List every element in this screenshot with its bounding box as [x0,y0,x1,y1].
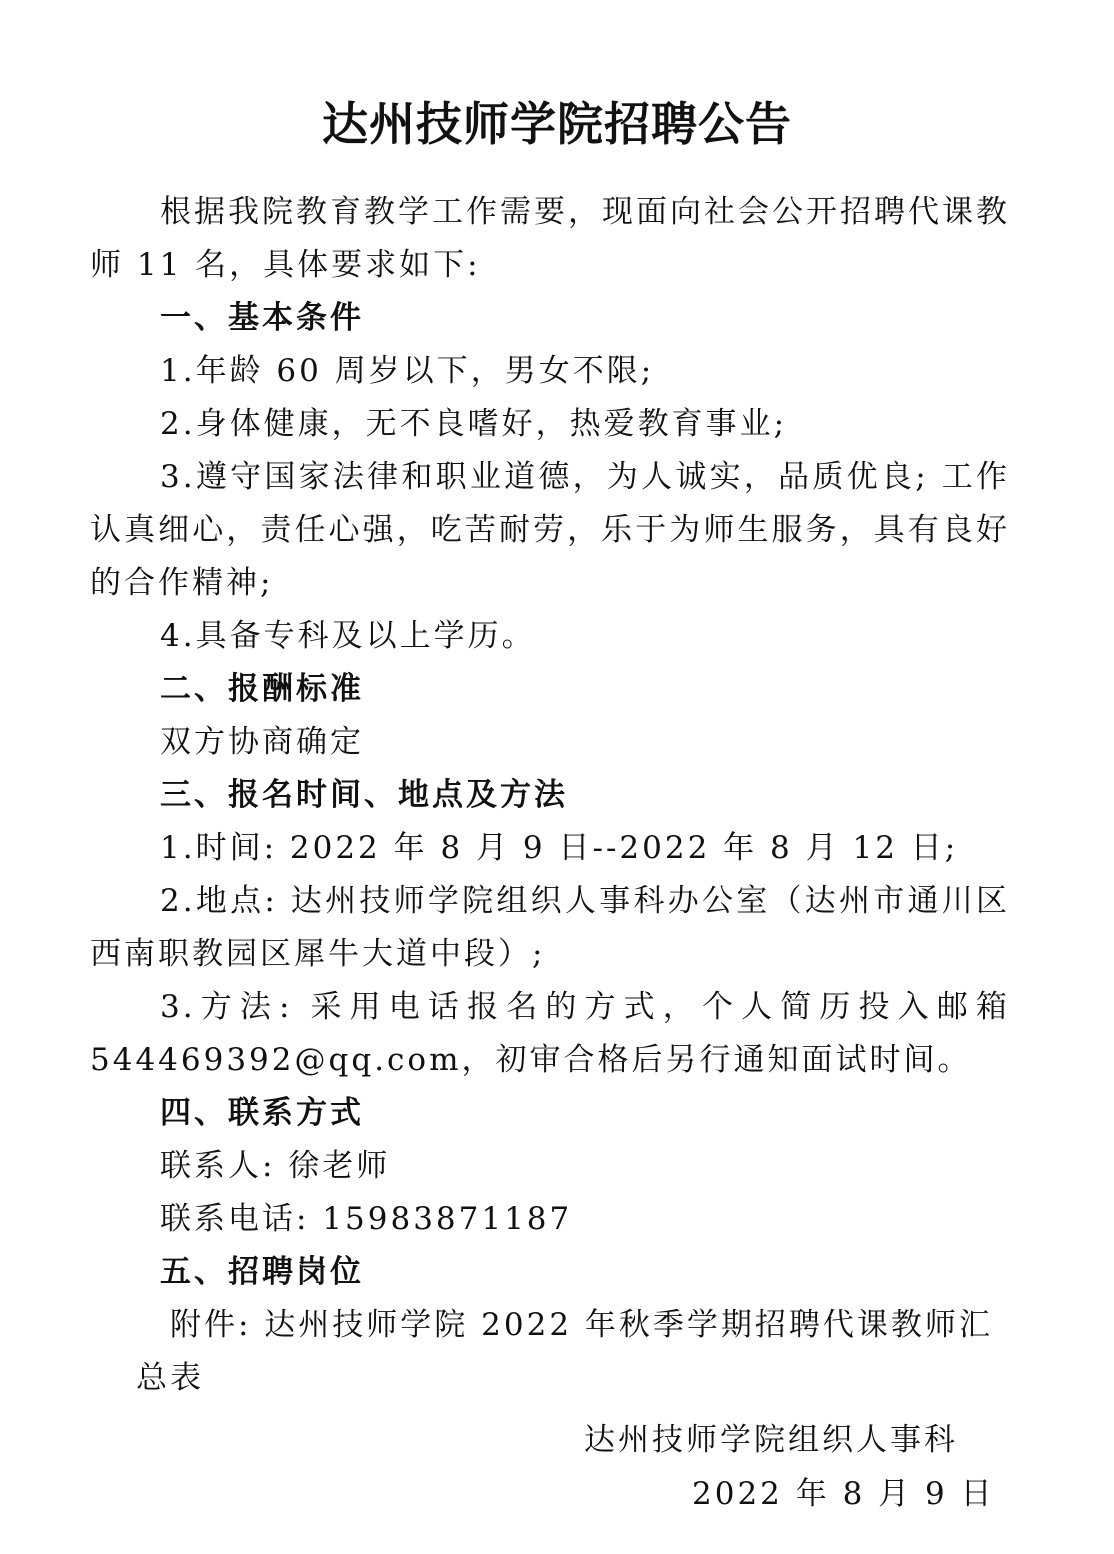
contact-person: 联系人: 徐老师 [160,1148,391,1184]
section-heading-3: 三、报名时间、地点及方法 [160,777,568,813]
registration-method: 3.方法: 采用电话报名的方式，个人简历投入邮箱 544469392@qq.com，初审合格后另行通知面试时间。 [90,989,1010,1078]
intro-paragraph: 根据我院教育教学工作需要，现面向社会公开招聘代课教师 11 名，具体要求如下: [90,194,1010,283]
attachment-line-2: 总表 [136,1360,204,1396]
condition-item-3: 3.遵守国家法律和职业道德，为人诚实，品质优良; 工作认真细心，责任心强，吃苦耐劳，乐于为师生服务，具有良好的合作精神; [90,459,1010,601]
section-heading-5: 五、招聘岗位 [160,1254,364,1290]
contact-phone: 联系电话: 15983871187 [160,1201,573,1237]
attachment-line-1: 附件: 达州技师学院 2022 年秋季学期招聘代课教师汇 [170,1307,993,1343]
salary-text: 双方协商确定 [160,724,364,760]
section-heading-4: 四、联系方式 [160,1095,364,1131]
signature-date: 2022 年 8 月 9 日 [692,1476,995,1512]
section-heading-1: 一、基本条件 [160,300,364,336]
document-title: 达州技师学院招聘公告 [322,97,792,151]
condition-item-1: 1.年龄 60 周岁以下，男女不限; [160,353,655,389]
signature-department: 达州技师学院组织人事科 [584,1422,958,1458]
document-body [90,186,1010,1405]
condition-item-4: 4.具备专科及以上学历。 [160,618,536,654]
condition-item-2: 2.身体健康，无不良嗜好，热爱教育事业; [160,406,788,442]
registration-location: 2.地点: 达州技师学院组织人事科办公室（达州市通川区西南职教园区犀牛大道中段）; [90,883,1010,972]
section-heading-2: 二、报酬标准 [160,671,364,707]
registration-time: 1.时间: 2022 年 8 月 9 日--2022 年 8 月 12 日; [160,830,959,866]
